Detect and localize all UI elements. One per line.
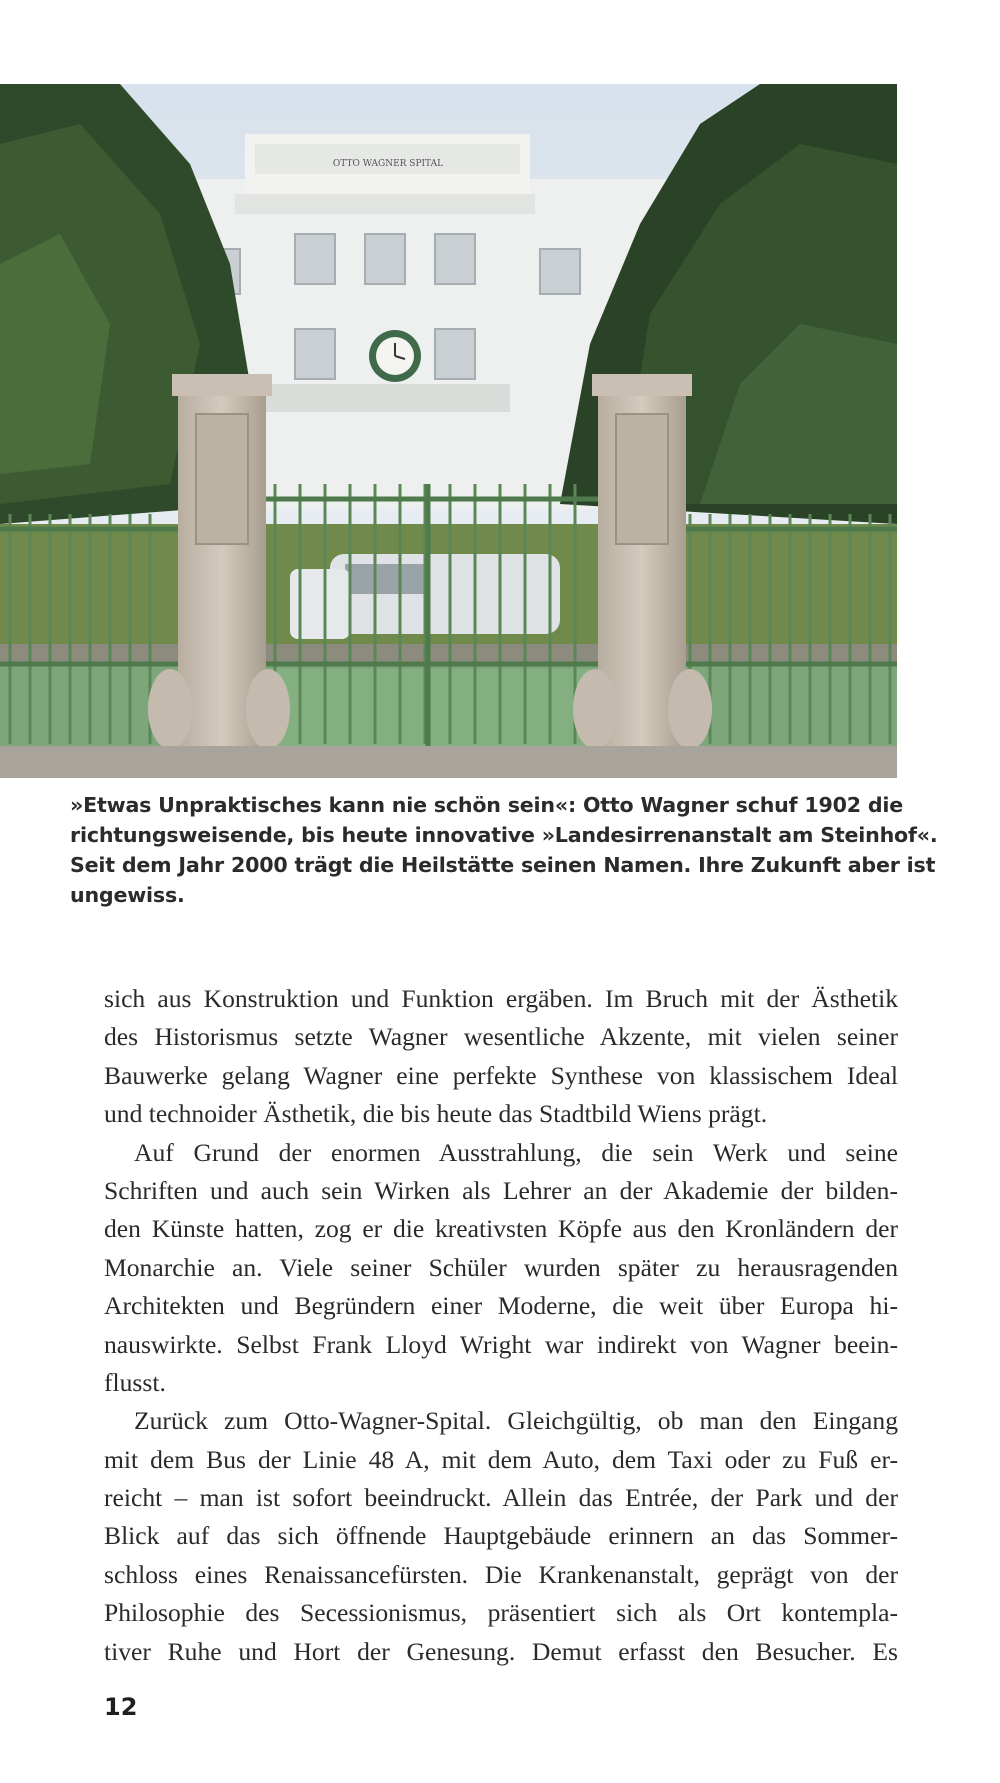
body-line: sich aus Konstruktion und Funktion ergäben. Im Bruch mit der Ästhetik: [104, 984, 898, 1013]
body-line: Auf Grund der enormen Ausstrahlung, die sein Werk und seine: [134, 1137, 898, 1167]
body-line: und technoider Ästhetik, die bis heute das Stadtbild Wiens prägt.: [104, 1099, 768, 1129]
body-line: Blick auf das sich öffnende Hauptgebäude erinnern an das Sommer-: [104, 1521, 898, 1551]
body-line: Monarchie an. Viele seiner Schüler wurden später zu herausragenden: [104, 1252, 898, 1282]
body-line: reicht – man ist sofort beeindruckt. Allein das Entrée, der Park und der: [104, 1483, 898, 1513]
caption-line: richtungsweisende, bis heute innovative »Landesirrenanstalt am Steinhof«.: [70, 823, 938, 847]
caption-line: »Etwas Unpraktisches kann nie schön sein«: Otto Wagner schuf 1902 die: [70, 793, 904, 817]
page-number: 12: [104, 1693, 138, 1721]
body-line: Schriften und auch sein Wirken als Lehrer an der Akademie der bilden-: [104, 1175, 898, 1205]
body-line: schloss eines Renaissancefürsten. Die Krankenanstalt, geprägt von der: [104, 1559, 898, 1589]
body-line: mit dem Bus der Linie 48 A, mit dem Auto, dem Taxi oder zu Fuß er-: [104, 1444, 898, 1474]
body-line: Architekten und Begründern einer Moderne, die weit über Europa hi-: [104, 1291, 898, 1321]
body-line: nauswirkte. Selbst Frank Lloyd Wright war indirekt von Wagner beein-: [104, 1329, 898, 1359]
otto-wagner-spital-photo: [0, 84, 897, 778]
body-line: flusst.: [104, 1367, 166, 1397]
body-line: des Historismus setzte Wagner wesentliche Akzente, mit vielen seiner: [104, 1022, 898, 1052]
caption-line: ungewiss.: [70, 883, 185, 907]
body-text: [104, 980, 898, 1671]
building-sign: OTTO WAGNER SPITAL: [332, 159, 444, 169]
body-line: Philosophie des Secessionismus, präsentiert sich als Ort kontempla-: [104, 1598, 898, 1628]
photo-caption: [70, 790, 938, 910]
caption-line: Seit dem Jahr 2000 trägt die Heilstätte seinen Namen. Ihre Zukunft aber ist: [70, 853, 936, 877]
body-line: tiver Ruhe und Hort der Genesung. Demut erfasst den Besucher. Es: [104, 1636, 898, 1666]
body-line: den Künste hatten, zog er die kreativsten Köpfe aus den Kronländern der: [104, 1214, 898, 1244]
body-line: Bauwerke gelang Wagner eine perfekte Synthese von klassischem Ideal: [104, 1060, 898, 1090]
gate-photo-illustration: [0, 84, 897, 778]
body-line: Zurück zum Otto-Wagner-Spital. Gleichgültig, ob man den Eingang: [134, 1406, 898, 1436]
